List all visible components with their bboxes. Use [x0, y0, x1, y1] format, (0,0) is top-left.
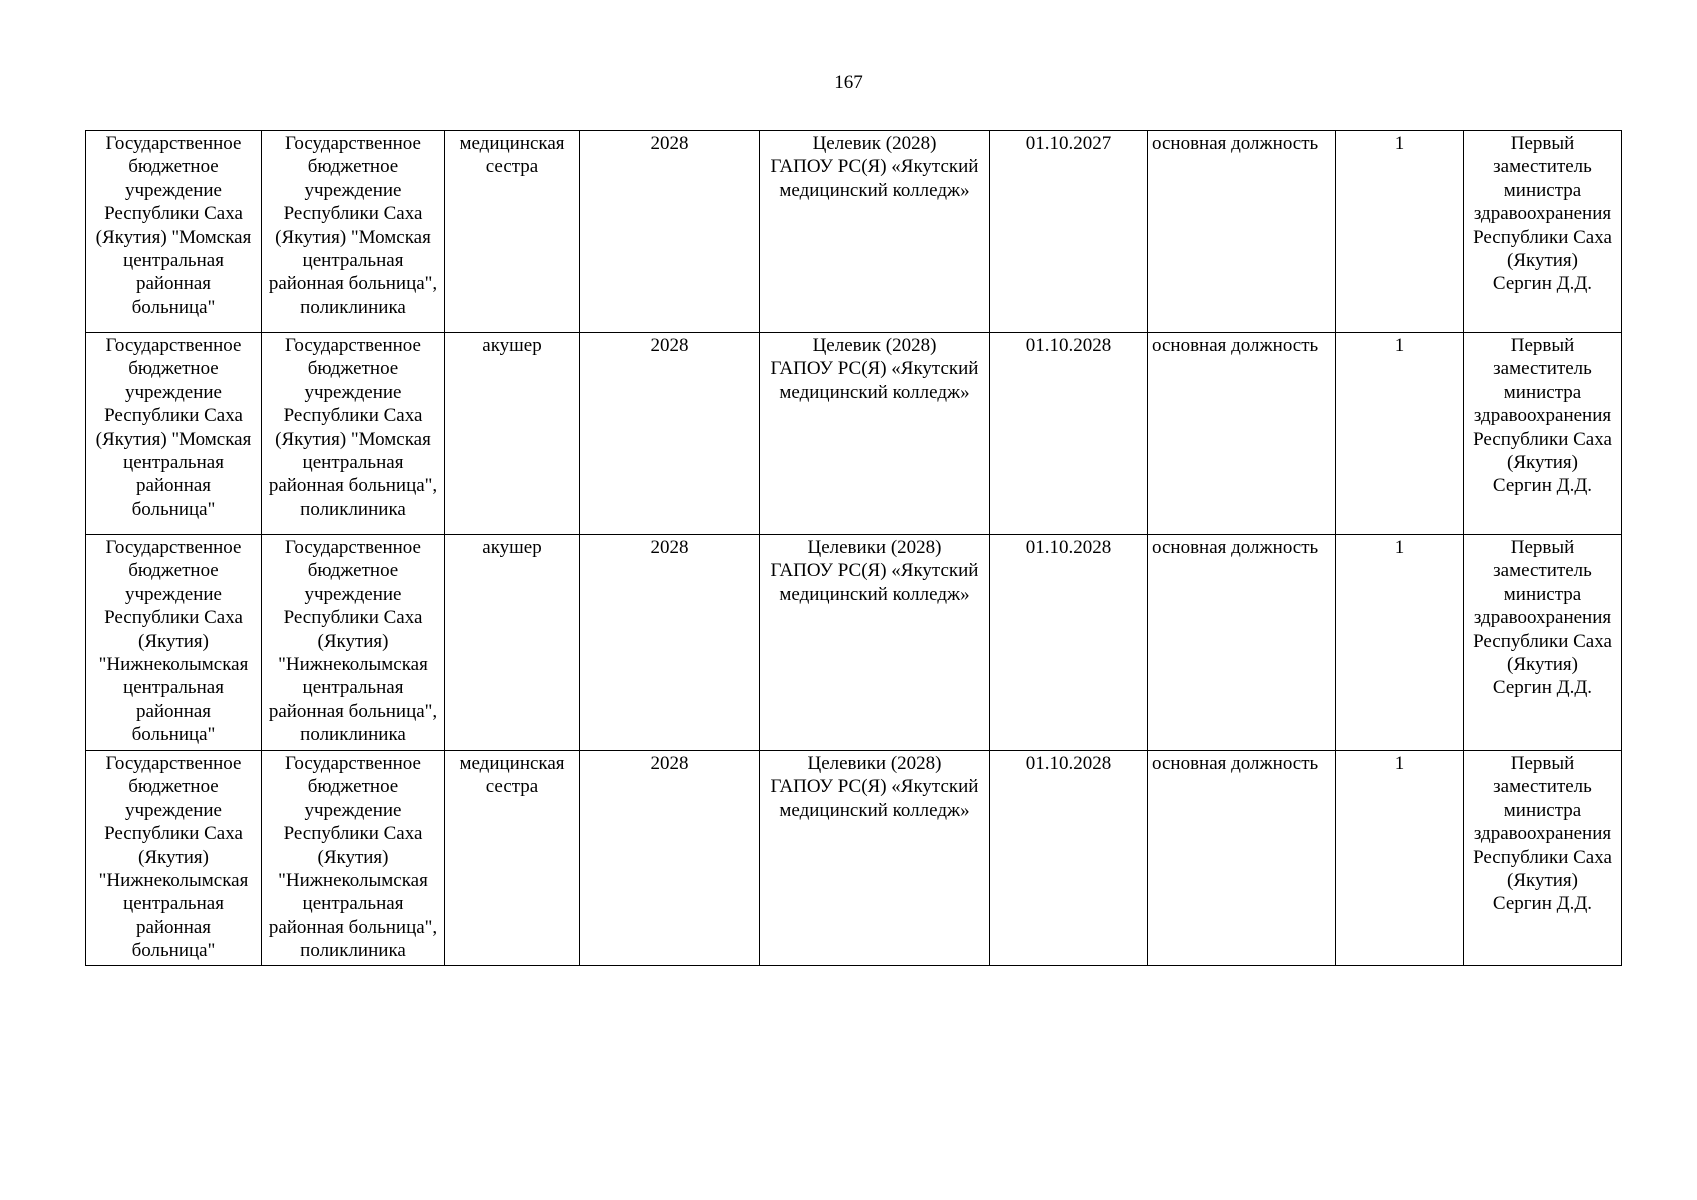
- count-cell: 1: [1336, 131, 1464, 333]
- position-cell: медицинская сестра: [445, 131, 580, 333]
- position-cell: акушер: [445, 333, 580, 535]
- type-cell: основная должность: [1148, 535, 1336, 751]
- signer-cell: Первый заместитель министра здравоохранения Республики Саха (Якутия) Сергин Д.Д.: [1464, 751, 1622, 966]
- page-number: 167: [834, 72, 863, 93]
- year-cell: 2028: [580, 751, 760, 966]
- date-cell: 01.10.2028: [990, 333, 1148, 535]
- table-row: [86, 751, 1622, 966]
- signer-cell: Первый заместитель министра здравоохранения Республики Саха (Якутия) Сергин Д.Д.: [1464, 131, 1622, 333]
- signer-cell: Первый заместитель министра здравоохранения Республики Саха (Якутия) Сергин Д.Д.: [1464, 535, 1622, 751]
- year-cell: 2028: [580, 333, 760, 535]
- source-cell: Целевики (2028) ГАПОУ РС(Я) «Якутский медицинский колледж»: [760, 751, 990, 966]
- dept-cell: Государственное бюджетное учреждение Республики Саха (Якутия) "Момская центральная районная больница", поликлиника: [262, 333, 445, 535]
- org-cell: Государственное бюджетное учреждение Республики Саха (Якутия) "Момская центральная районная больница": [86, 333, 262, 535]
- source-cell: Целевики (2028) ГАПОУ РС(Я) «Якутский медицинский колледж»: [760, 535, 990, 751]
- source-cell: Целевик (2028) ГАПОУ РС(Я) «Якутский медицинский колледж»: [760, 333, 990, 535]
- date-cell: 01.10.2027: [990, 131, 1148, 333]
- position-cell: медицинская сестра: [445, 751, 580, 966]
- date-cell: 01.10.2028: [990, 751, 1148, 966]
- type-cell: основная должность: [1148, 333, 1336, 535]
- position-cell: акушер: [445, 535, 580, 751]
- table-row: [86, 131, 1622, 333]
- dept-cell: Государственное бюджетное учреждение Республики Саха (Якутия) "Момская центральная районная больница", поликлиника: [262, 131, 445, 333]
- count-cell: 1: [1336, 333, 1464, 535]
- source-cell: Целевик (2028) ГАПОУ РС(Я) «Якутский медицинский колледж»: [760, 131, 990, 333]
- count-cell: 1: [1336, 535, 1464, 751]
- dept-cell: Государственное бюджетное учреждение Республики Саха (Якутия) "Нижнеколымская центральная районная больница", поликлиника: [262, 535, 445, 751]
- year-cell: 2028: [580, 131, 760, 333]
- table-row: [86, 535, 1622, 751]
- org-cell: Государственное бюджетное учреждение Республики Саха (Якутия) "Нижнеколымская центральная районная больница": [86, 751, 262, 966]
- vacancy-table: [85, 130, 1622, 966]
- table-row: [86, 333, 1622, 535]
- type-cell: основная должность: [1148, 131, 1336, 333]
- org-cell: Государственное бюджетное учреждение Республики Саха (Якутия) "Момская центральная районная больница": [86, 131, 262, 333]
- type-cell: основная должность: [1148, 751, 1336, 966]
- date-cell: 01.10.2028: [990, 535, 1148, 751]
- year-cell: 2028: [580, 535, 760, 751]
- org-cell: Государственное бюджетное учреждение Республики Саха (Якутия) "Нижнеколымская центральная районная больница": [86, 535, 262, 751]
- signer-cell: Первый заместитель министра здравоохранения Республики Саха (Якутия) Сергин Д.Д.: [1464, 333, 1622, 535]
- dept-cell: Государственное бюджетное учреждение Республики Саха (Якутия) "Нижнеколымская центральная районная больница", поликлиника: [262, 751, 445, 966]
- count-cell: 1: [1336, 751, 1464, 966]
